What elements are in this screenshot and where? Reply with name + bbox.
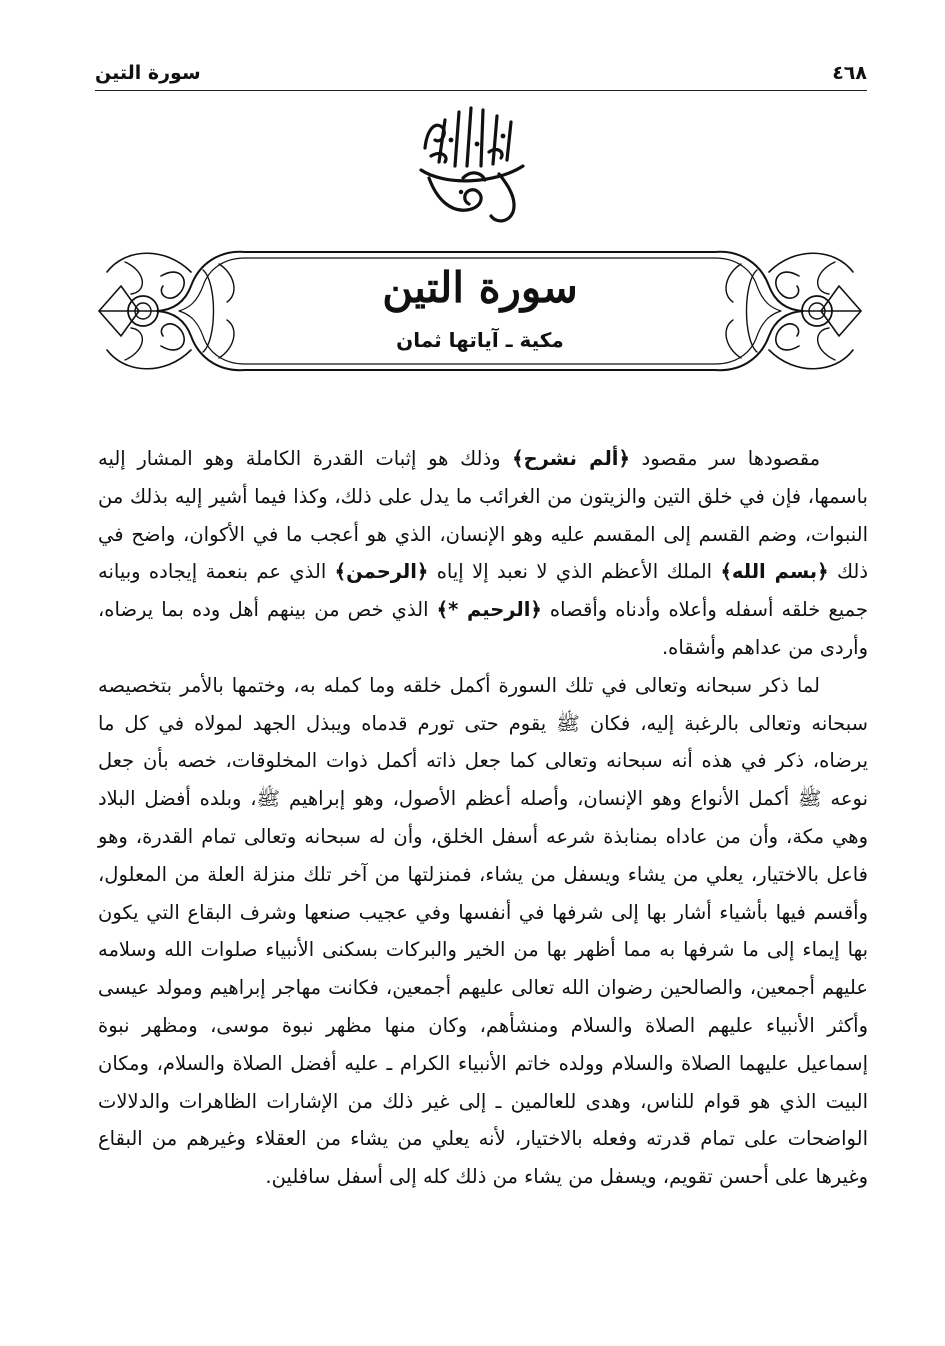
quran-quote: ﴿الرحمن﴾ [334,560,429,584]
surah-subtitle: مكية ـ آياتها ثمان [396,328,564,352]
basmala-calligraphy-icon [405,100,540,230]
basmala-calligraphy [405,100,540,230]
basmala-text [540,100,541,101]
running-header [95,58,867,91]
page-number: ٤٦٨ [832,62,867,84]
quran-quote: ﴿بسم الله﴾ [720,560,829,584]
running-title: سورة التين [95,62,201,84]
quran-quote: ﴿ألم نشرح﴾ [512,447,630,470]
quran-quote: ﴿الرحيم *﴾ [436,598,542,622]
surah-title: سورة التين [382,263,578,312]
surah-title-frame [95,242,865,380]
paragraph-2: لما ذكر سبحانه وتعالى في تلك السورة أكمل خلقه وما كمله به، وختمها بالأمر بتخصيصه سبحانه وتعالى بالرغبة إليه، فكان ﷺ يقوم حتى تورم قدماه ويبذل الجهد لمولاه في كل ما يرضاه، ذكر في هذه أنه سبحانه وتعالى كما جعل ذاته أكمل ذوات المخلوقات، خصه بأن جعل نوعه ﷺ أكمل الأنواع وهو الإنسان، وأصله أعظم الأصول، وهو إبراهيم ﷺ، وبلده أفضل البلاد وهي مكة، وأن من عاداه بمنابذة شرعه أسفل الخلق، وأن له سبحانه وتعالى تمام القدرة، وهو فاعل بالاختيار، يعلي من يشاء ويسفل من يشاء، فمنزلتها من آخر تلك منزلة العلة من المعلول، وأقسم فيها بأشياء أشار بها إلى شرفها في أنفسها وفي عجيب صنعها وشرف البقاع التي يكون بها إيماء إلى ما شرفها به مما أظهر بها من الخير والبركات بسكنى الأنبياء صلوات الله وسلامه عليهم أجمعين، والصالحين رضوان الله تعالى عليهم أجمعين، فكانت مهاجر إبراهيم ومولد عيسى وأكثر الأنبياء عليهم الصلاة والسلام ومنشأهم، وكان منها مظهر نبوة موسى، ومظهر نبوة إسماعيل عليهما الصلاة والسلام وولده خاتم الأنبياء الكرام ـ عليه أفضل الصلاة والسلام، ومكان البيت الذي هو قوام للناس، وهدى للعالمين ـ إلى غير ذلك من الإشارات الظاهرات والدلالات الواضحات على تمام قدرته وفعله بالاختيار، لأنه يعلي من يشاء من العقلاء وغيرهم من البقاع وغيرها على أحسن تقويم، ويسفل من يشاء من ذلك كله إلى أسفل سافلين. [98,673,868,1189]
paragraph-1: مقصودها سر مقصود ﴿ألم نشرح﴾ وذلك هو إثبات القدرة الكاملة وهو المشار إليه باسمها، فإن في خلق التين والزيتون من الغرائب ما يدل على ذلك، وكذا فيما أشير إليه بذلك من النبوات، وضم القسم إلى المقسم عليه وهو الإنسان، الذي هو أعجب ما في الأكوان، واضح في ذلك ﴿بسم الله﴾ الملك الأعظم الذي لا نعبد إلا إياه ﴿الرحمن﴾ الذي عم بنعمة إيجاده وبيانه جميع خلقه أسفله وأعلاه وأدناه وأقصاه ﴿الرحيم *﴾ الذي خص من بينهم أهل وده بما يرضاه، وأردى من عداهم وأشقاه. [98,447,868,659]
commentary-text [98,440,868,1300]
